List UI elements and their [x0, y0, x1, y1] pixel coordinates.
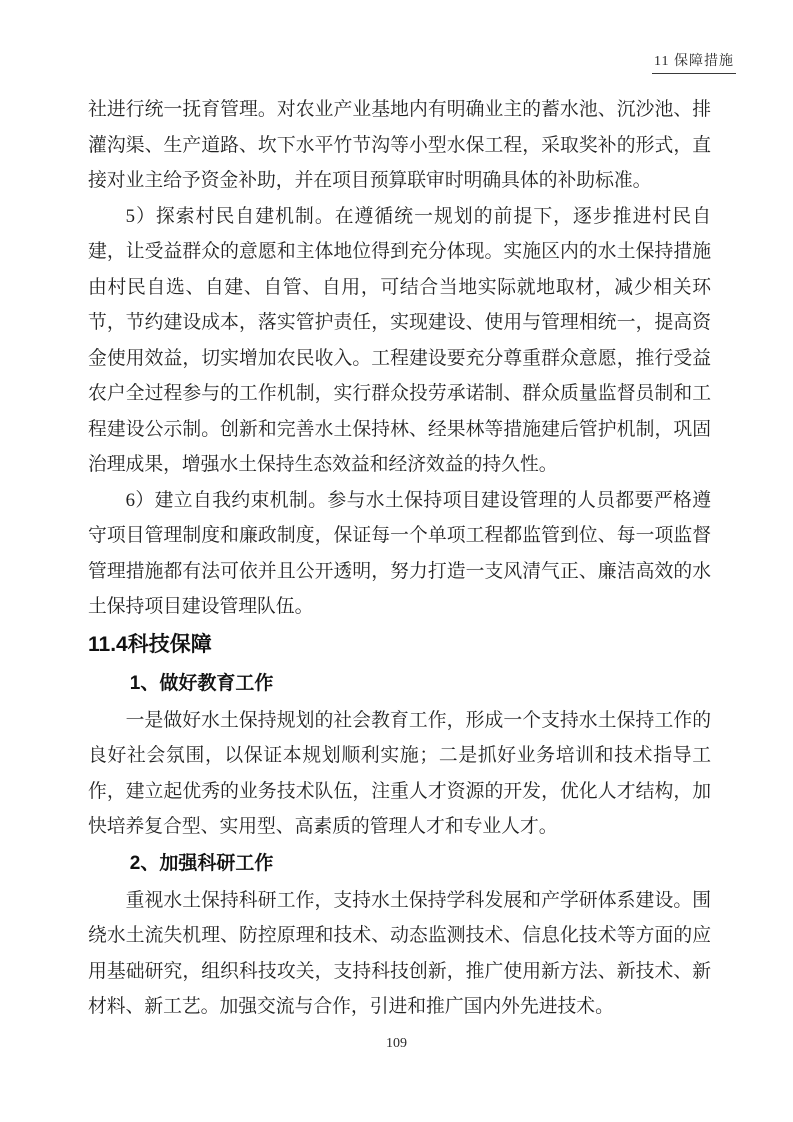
paragraph-continuation: 社进行统一抚育管理。对农业产业基地内有明确业主的蓄水池、沉沙池、排灌沟渠、生产道路、坎下水平竹节沟等小型水保工程，采取奖补的形式，直接对业主给予资金补助，并在项目预算联审时明确具体的补助标准。	[88, 99, 711, 191]
paragraph-item-5-villager-self-build: 5）探索村民自建机制。在遵循统一规划的前提下，逐步推进村民自建，让受益群众的意愿和主体地位得到充分体现。实施区内的水土保持措施由村民自选、自建、自管、自用，可结合当地实际就地取材，减少相关环节，节约建设成本，落实管护责任，实现建设、使用与管理相统一，提高资金使用效益，切实增加农民收入。工程建设要充分尊重群众意愿，推行受益农户全过程参与的工作机制，实行群众投劳承诺制、群众质量监督员制和工程建设公示制。创新和完善水土保持林、经果林等措施建后管护机制，巩固治理成果，增强水土保持生态效益和经济效益的持久性。	[88, 205, 711, 475]
sub-heading-education-work: 1、做好教育工作	[129, 672, 274, 694]
paragraph-education-work: 一是做好水土保持规划的社会教育工作，形成一个支持水土保持工作的良好社会氛围，以保证本规划顺利实施；二是抓好业务培训和技术指导工作，建立起优秀的业务技术队伍，注重人才资源的开发，优化人才结构，加快培养复合型、实用型、高素质的管理人才和专业人才。	[88, 709, 711, 837]
page-header-chapter-title: 11 保障措施	[652, 52, 736, 74]
page-body	[88, 92, 711, 1025]
paragraph-item-6-self-restraint: 6）建立自我约束机制。参与水土保持项目建设管理的人员都要严格遵守项目管理制度和廉政制度，保证每一个单项工程都监管到位、每一项监督管理措施都有法可依并且公开透明，努力打造一支风清气正、廉洁高效的水土保持项目建设管理队伍。	[88, 489, 711, 617]
section-heading-11-4: 11.4科技保障	[88, 632, 212, 656]
page-number: 109	[386, 1036, 407, 1051]
paragraph-research-work: 重视水土保持科研工作，支持水土保持学科发展和产学研体系建设。围绕水土流失机理、防控原理和技术、动态监测技术、信息化技术等方面的应用基础研究，组织科技攻关，支持科技创新，推广使用新方法、新技术、新材料、新工艺。加强交流与合作，引进和推广国内外先进技术。	[88, 889, 711, 1017]
sub-heading-research-work: 2、加强科研工作	[129, 852, 274, 874]
